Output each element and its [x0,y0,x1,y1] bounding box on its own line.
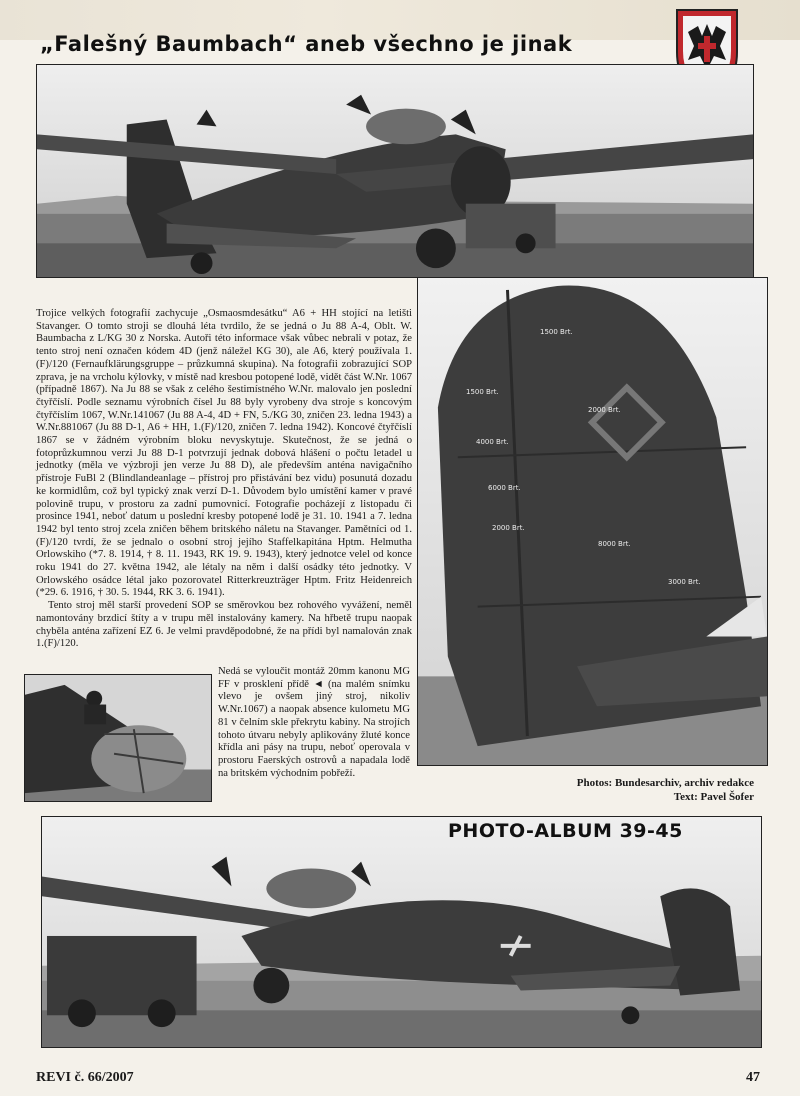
kill-mark: 6000 Brt. [488,484,521,492]
section-title: PHOTO-ALBUM 39-45 [448,820,683,842]
article-body [36,308,412,651]
photo-ju88-left-side [36,64,754,278]
footer-page-number: 47 [746,1070,760,1085]
photo-nose-glazing [24,674,212,802]
photo-credit: Photos: Bundesarchiv, archiv redakce [576,777,754,789]
kill-mark: 2000 Brt. [588,406,621,414]
intro-paragraph: Trojice velkých fotografií zachycuje „Osmaosmdesátku“ A6 + HH stojící na letišti Stavanger. O tomto stroji se dlouhá léta tvrdilo, že se jedná o Ju 88 A-4, Oblt. W. Baumbacha z L/KG 30 z Norska. Autoři této informace však vůbec nebrali v potaz, že tento stroj není označen kódem 4D (jenž náležel KG 30), ale A6, který používala 1.(F)/120 (Fernaufklärungsgruppe – průzkumná skupina). Na fotografii zobrazující SOP zprava, je na vrcholu kýlovky, v místě nad kresbou potopené lodě, vidět část W.Nr. 1067 (případně 1867). Na Ju 88 se však z celého šestimístného W.Nr. malovalo jen poslední čtyřčíslí. Podle seznamu výrobních čísel Ju 88 byly vyrobeny dva stroje s koncovým čtyřčíslím 1067, W.Nr.141067 (Ju 88 A-4, 4D + FN, 5./KG 30, zničen 23. ledna 1943) a W.Nr.881067 (Ju 88 D-1, A6 + HH, 1.(F)/120, zničen 7. ledna 1942). Koncové čtyřčíslí 1867 se v žádném výrobním bloku nevyskytuje. Skutečnost, že se jedná o fotoprůzkumnou verzi Ju 88 D-1 potvrzují jednak dobová hlášení o počtu letadel u jednotky (měla ve výzbroji jen verze Ju 88 D), ale především anténa navigačního přístroje FuBl 2 (Blindlandeanlage – přístroj pro přistávání bez vidu) posunutá dozadu ke kormidlům, což byl typický znak verzí D-1. Důvodem bylo umístění kamer v pravé polovině trupu, v prostoru za zadní pumovnicí. Fotografie pocházejí z listopadu či prosince 1941, neboť datum u poslední kresby potopené lodě je 31. 10. 1941 a 7. ledna 1942 byl tento stroj zcela zničen během britského náletu na Stavanger. Pamětníci od 1.(F)/120 tvrdí, že se jednalo o osobní stroj jejího Staffelkapitána Hptm. Helmutha Orlowskiho (*7. 8. 1914, † 8. 11. 1943, RK 19. 9. 1943), který jednotce velel od konce roku 1941 do 27. května 1942, ale létaly na něm i další osádky této jednotky. V Orlowského osádce létal jako pozorovatel Ritterkreuzträger Hptm. Fritz Heidenreich (*29. 6. 1916, † 30. 5. 1944, RK 3. 6. 1941). [36,308,412,599]
kill-mark: 4000 Brt. [476,438,509,446]
article-body-continued: Nedá se vyloučit montáž 20mm kanonu MG FF v prosklení přídě ◄ (na malém snímku vlevo je ovšem jiný stroj, nikoliv W.Nr.1067) a naopak absence kulometu MG 81 v čelním skle překrytu kabiny. Na strojích tohoto útvaru nebyly aplikovány žluté konce křídla ani pásy na trupu, neboť operovala v prostoru Faerských ostrovů a napadala lodě na britském východním pobřeží. [218,666,410,779]
photo-tail-fin-kill-markings [417,277,768,766]
kill-mark: 1500 Brt. [540,328,573,336]
kill-mark: 2000 Brt. [492,524,525,532]
article-title: „Falešný Baumbach“ aneb všechno je jinak [40,32,573,56]
kill-mark: 8000 Brt. [598,540,631,548]
footer-magazine: REVI č. 66/2007 [36,1070,134,1085]
photo-ju88-ground-crew [41,816,762,1048]
credits [577,776,754,804]
kill-mark: 3000 Brt. [668,578,701,586]
kill-markings [418,278,768,766]
second-paragraph: Tento stroj měl starší provedení SOP se směrovkou bez rohového vyvážení, neměl namontovány brzdicí štíty a v trupu měl instalovány kamery. Na hřbetě trupu naopak chyběla anténa zařízení EZ 6. Je velmi pravděpodobné, že na přídi byl namalován znak 1.(F)/120. [36,600,412,650]
kill-mark: 1500 Brt. [466,388,499,396]
text-credit: Text: Pavel Šofer [673,791,754,803]
